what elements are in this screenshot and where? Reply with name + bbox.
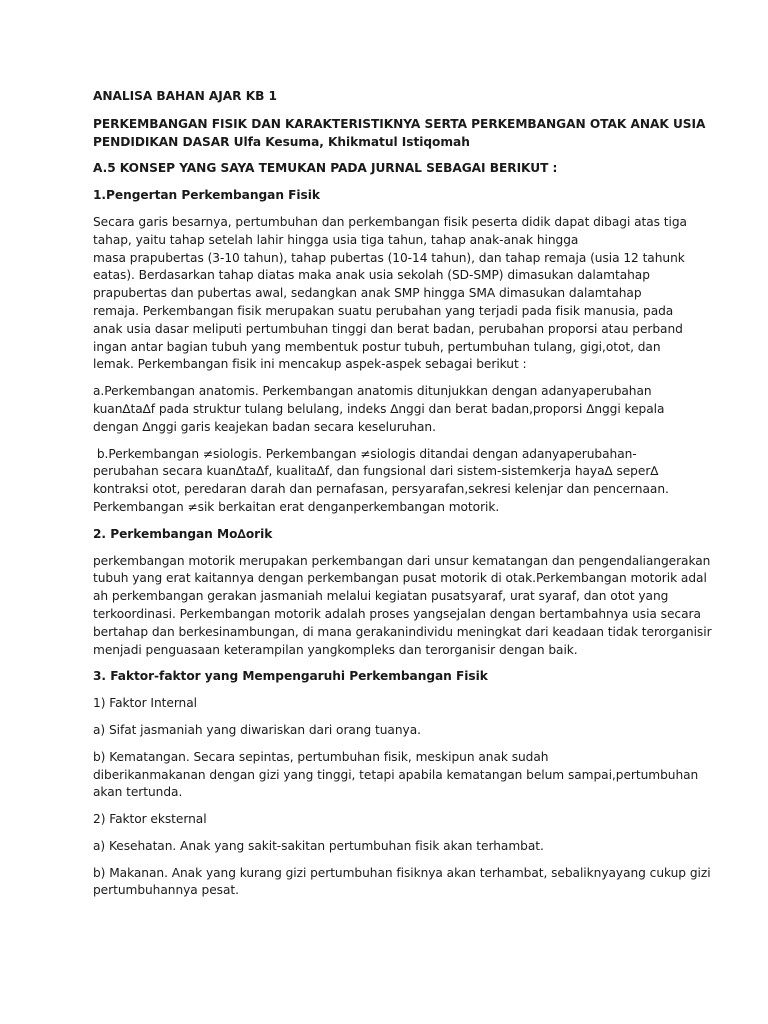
text-line: kontraksi otot, peredaran darah dan pernafasan, persyarafan,sekresi kelenjar dan pencernaan. bbox=[93, 482, 669, 497]
text-line: perkembangan motorik merupakan perkembangan dari unsur kematangan dan pengendaliangerakan bbox=[93, 553, 711, 568]
external-factor-b bbox=[93, 865, 711, 901]
section-a5-heading: A.5 KONSEP YANG SAYA TEMUKAN PADA JURNAL SEBAGAI BERIKUT : bbox=[93, 161, 558, 176]
text-line: menjadi penguasaan keterampilan yangkompleks dan terorganisir dengan baik. bbox=[93, 642, 578, 657]
internal-factor-b bbox=[93, 749, 699, 802]
item-b-paragraph bbox=[93, 446, 683, 517]
item-a-paragraph bbox=[93, 383, 683, 436]
document-page bbox=[93, 88, 712, 909]
text-line: pertumbuhannya pesat. bbox=[93, 883, 239, 898]
section3-heading: 3. Faktor-faktor yang Mempengaruhi Perkembangan Fisik bbox=[93, 669, 488, 684]
text-line: masa prapubertas (3-10 tahun), tahap pubertas (10-14 tahun), dan tahap remaja (usia 12 tahunk bbox=[93, 250, 685, 265]
section1-paragraph bbox=[93, 214, 687, 374]
document-heading: ANALISA BAHAN AJAR KB 1 bbox=[93, 89, 277, 103]
document-title bbox=[93, 116, 706, 152]
text-line: diberikanmakanan dengan gizi yang tinggi, tetapi apabila kematangan belum sampai,pertumbuhan bbox=[93, 767, 699, 782]
text-line: dengan ∆nggi garis keajekan badan secara keseluruhan. bbox=[93, 419, 436, 434]
text-line: perubahan secara kuan∆ta∆f, kualita∆f, dan fungsional dari sistem-sistemkerja haya∆ seper∆ bbox=[93, 464, 659, 479]
external-factor-heading: 2) Faktor eksternal bbox=[93, 812, 207, 827]
text-line: b.Perkembangan ≠siologis. Perkembangan ≠siologis ditandai dengan adanyaperubahan- bbox=[93, 446, 637, 461]
text-line: prapubertas dan pubertas awal, sedangkan anak SMP hingga SMA dimasukan dalamtahap bbox=[93, 286, 642, 301]
internal-factor-heading: 1) Faktor Internal bbox=[93, 696, 197, 711]
text-line: tahap, yaitu tahap setelah lahir hingga usia tiga tahun, tahap anak-anak hingga bbox=[93, 232, 579, 247]
section2-paragraph bbox=[93, 553, 712, 660]
text-line: remaja. Perkembangan fisik merupakan suatu perubahan yang terjadi pada fisik manusia, pada bbox=[93, 303, 674, 318]
text-line: ingan antar bagian tubuh yang membentuk postur tubuh, pertumbuhan tulang, gigi,otot, dan bbox=[93, 339, 661, 354]
text-line: tubuh yang erat kaitannya dengan perkembangan pusat motorik di otak.Perkembangan motorik adal bbox=[93, 571, 707, 586]
text-line: terkoordinasi. Perkembangan motorik adalah proses yangsejalan dengan bertambahnya usia secara bbox=[93, 606, 701, 621]
external-factor-a: a) Kesehatan. Anak yang sakit-sakitan pertumbuhan fisik akan terhambat. bbox=[93, 838, 544, 853]
text-line: bertahap dan berkesinambungan, di mana gerakanindividu meningkat dari keadaan tidak terorganisir bbox=[93, 624, 712, 639]
text-line: ah perkembangan gerakan jasmaniah melalui kegiatan pusatsyaraf, urat syaraf, dan otot yang bbox=[93, 589, 669, 604]
text-line: b) Kematangan. Secara sepintas, pertumbuhan fisik, meskipun anak sudah bbox=[93, 749, 549, 764]
text-line: b) Makanan. Anak yang kurang gizi pertumbuhan fisiknya akan terhambat, sebaliknyayang cukup gizi bbox=[93, 865, 711, 880]
internal-factor-a: a) Sifat jasmaniah yang diwariskan dari orang tuanya. bbox=[93, 722, 421, 737]
text-line: anak usia dasar meliputi pertumbuhan tinggi dan berat badan, perubahan proporsi atau perband bbox=[93, 321, 683, 336]
section1-heading: 1.Pengertan Perkembangan Fisik bbox=[93, 188, 320, 203]
title-line: PENDIDIKAN DASAR Ulfa Kesuma, Khikmatul Istiqomah bbox=[93, 134, 470, 149]
text-line: eatas). Berdasarkan tahap diatas maka anak usia sekolah (SD-SMP) dimasukan dalamtahap bbox=[93, 268, 650, 283]
text-line: Secara garis besarnya, pertumbuhan dan perkembangan fisik peserta didik dapat dibagi atas tiga bbox=[93, 214, 687, 229]
text-line: lemak. Perkembangan fisik ini mencakup aspek-aspek sebagai berikut : bbox=[93, 357, 527, 372]
text-line: a.Perkembangan anatomis. Perkembangan anatomis ditunjukkan dengan adanyaperubahan bbox=[93, 384, 652, 399]
section2-heading: 2. Perkembangan Mo∆orik bbox=[93, 526, 273, 541]
text-line: kuan∆ta∆f pada struktur tulang belulang, indeks ∆nggi dan berat badan,proporsi ∆nggi kepala bbox=[93, 401, 665, 416]
title-line: PERKEMBANGAN FISIK DAN KARAKTERISTIKNYA SERTA PERKEMBANGAN OTAK ANAK USIA bbox=[93, 116, 706, 131]
text-line: akan tertunda. bbox=[93, 785, 183, 800]
text-line: Perkembangan ≠sik berkaitan erat denganperkembangan motorik. bbox=[93, 499, 500, 514]
